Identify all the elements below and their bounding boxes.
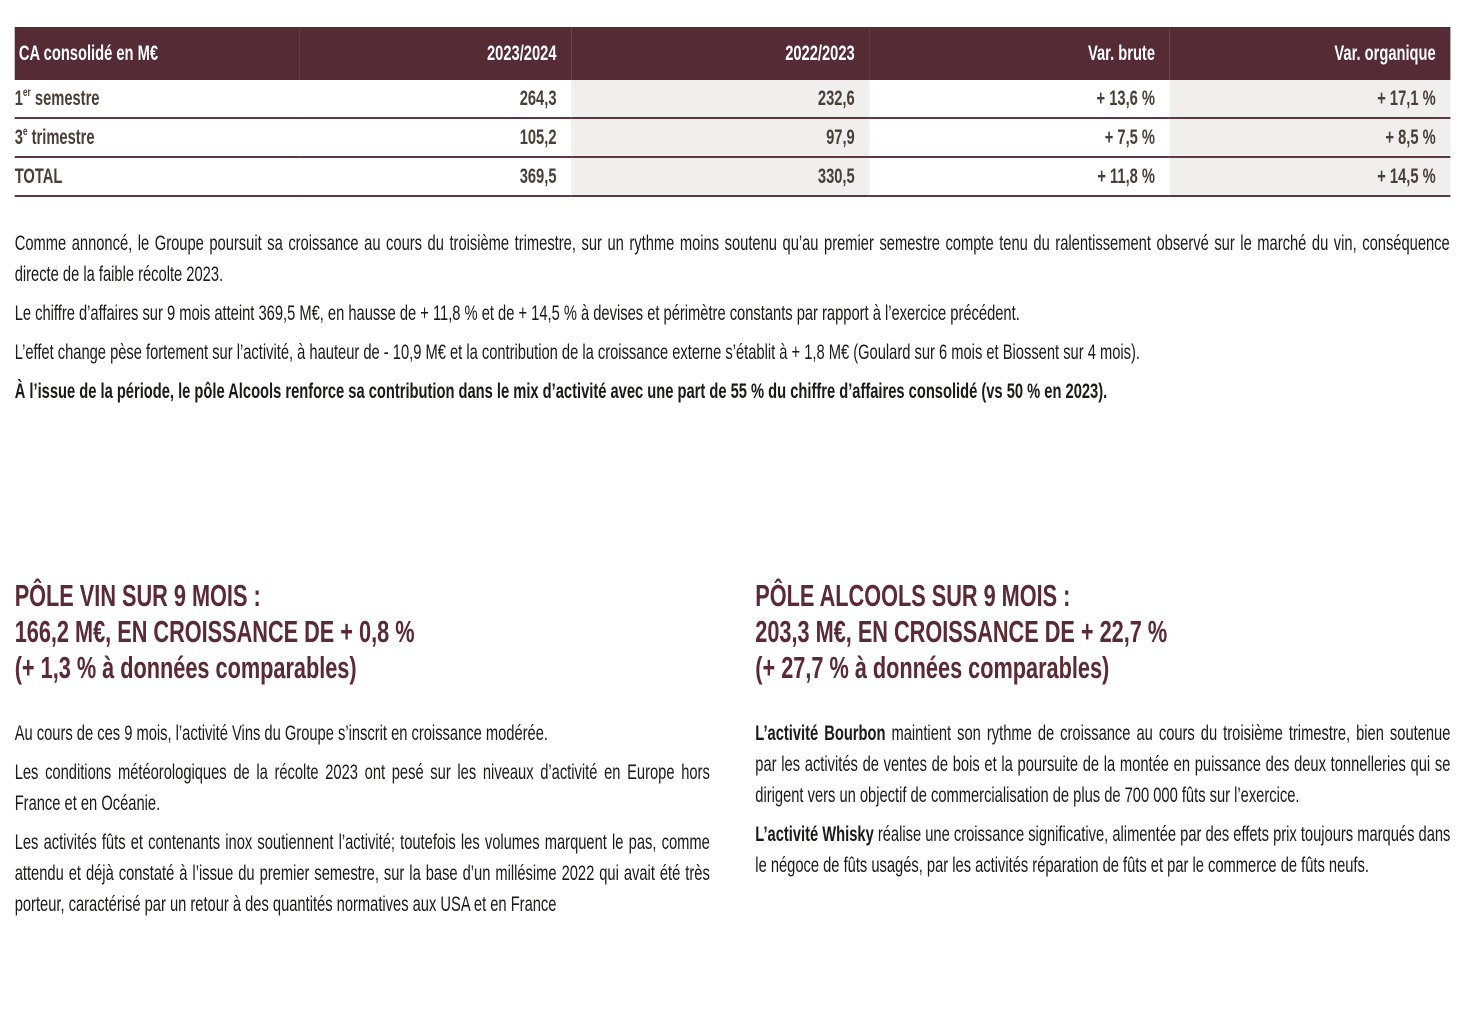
label-text: 3 bbox=[14, 125, 23, 149]
paragraph: L’effet change pèse fortement sur l’activité, à hauteur de - 10,9 M€ et la contribution de la croissance externe s’établit à + 1,8 M€ (Goulard sur 6 mois et Biossent sur 4 mois). bbox=[14, 341, 1140, 364]
table-row-total bbox=[15, 157, 1451, 196]
cell: 105,2 bbox=[300, 118, 572, 157]
heading-line: (+ 1,3 % à données comparables) bbox=[14, 650, 357, 685]
wine-section bbox=[15, 578, 710, 928]
row-label bbox=[15, 80, 300, 118]
cell: + 14,5 % bbox=[1170, 157, 1451, 196]
paragraph: Les activités fûts et contenants inox soutiennent l’activité; toutefois les volumes marquent le pas, comme attendu et déjà constaté à l’issue du premier semestre, sur la base d’un millésime 2022 qui avait été très porteur, caractérisé par un retour à des quantités normatives aux USA et en France bbox=[14, 831, 710, 916]
cell: 264,3 bbox=[300, 80, 572, 118]
paragraph-bold: À l’issue de la période, le pôle Alcools renforce sa contribution dans le mix d’activité avec une part de 55 % du chiffre d’affaires consolidé (vs 50 % en 2023). bbox=[14, 380, 1108, 403]
cell: 369,5 bbox=[300, 157, 572, 196]
paragraph bbox=[755, 718, 1450, 811]
column-header: CA consolidé en M€ bbox=[15, 27, 300, 80]
label-text: 1 bbox=[14, 86, 23, 110]
table-row bbox=[15, 80, 1451, 118]
label-text: trimestre bbox=[27, 125, 95, 149]
bold-lead: L’activité Whisky bbox=[755, 823, 874, 846]
cell: 97,9 bbox=[571, 118, 869, 157]
bold-lead: L’activité Bourbon bbox=[755, 722, 886, 745]
paragraph: Au cours de ces 9 mois, l’activité Vins du Groupe s’inscrit en croissance modérée. bbox=[14, 722, 548, 745]
table-row bbox=[15, 118, 1451, 157]
label-text: TOTAL bbox=[14, 164, 63, 188]
label-text: semestre bbox=[30, 86, 100, 110]
intro-text bbox=[15, 228, 1450, 415]
label-sup: e bbox=[22, 123, 28, 138]
section-heading bbox=[15, 578, 710, 686]
cell: + 11,8 % bbox=[869, 157, 1169, 196]
paragraph bbox=[755, 819, 1450, 881]
row-label bbox=[15, 118, 300, 157]
paragraph-text: réalise une croissance significative, alimentée par des effets prix toujours marqués dans le négoce de fûts usagés, par les activités réparation de fûts et par le commerce de fûts neufs. bbox=[755, 823, 1451, 877]
paragraph: Comme annoncé, le Groupe poursuit sa croissance au cours du troisième trimestre, sur un rythme moins soutenu qu’au premier semestre compte tenu du ralentissement observé sur le marché du vin, conséquence directe de la faible récolte 2023. bbox=[14, 232, 1450, 286]
paragraph: Les conditions météorologiques de la récolte 2023 ont pesé sur les niveaux d’activité en Europe hors France et en Océanie. bbox=[14, 761, 710, 815]
heading-line: 203,3 M€, EN CROISSANCE DE + 22,7 % bbox=[755, 614, 1168, 649]
label-sup: er bbox=[22, 84, 31, 99]
heading-line: PÔLE VIN SUR 9 MOIS : bbox=[14, 578, 261, 613]
cell: + 17,1 % bbox=[1170, 80, 1451, 118]
cell: + 7,5 % bbox=[869, 118, 1169, 157]
paragraph: Le chiffre d’affaires sur 9 mois atteint 369,5 M€, en hausse de + 11,8 % et de + 14,5 % à devises et périmètre constants par rapport à l’exercice précédent. bbox=[14, 302, 1020, 325]
heading-line: 166,2 M€, EN CROISSANCE DE + 0,8 % bbox=[14, 614, 415, 649]
column-header: 2022/2023 bbox=[571, 27, 869, 80]
cell: + 13,6 % bbox=[869, 80, 1169, 118]
column-header: 2023/2024 bbox=[300, 27, 572, 80]
table-header-row bbox=[15, 27, 1451, 80]
column-header: Var. brute bbox=[869, 27, 1169, 80]
spirits-section bbox=[755, 578, 1450, 889]
revenue-table bbox=[15, 27, 1451, 197]
cell: 232,6 bbox=[571, 80, 869, 118]
cell: 330,5 bbox=[571, 157, 869, 196]
column-header: Var. organique bbox=[1170, 27, 1451, 80]
cell: + 8,5 % bbox=[1170, 118, 1451, 157]
section-heading bbox=[755, 578, 1450, 686]
row-label bbox=[15, 157, 300, 196]
paragraph-text: maintient son rythme de croissance au cours du troisième trimestre, bien soutenue par les activités de ventes de bois et la poursuite de la montée en puissance des deux tonnelleries qui se dirigent vers un objectif de commercialisation de plus de 700 000 fûts sur l’exercice. bbox=[755, 722, 1451, 807]
heading-line: PÔLE ALCOOLS SUR 9 MOIS : bbox=[755, 578, 1071, 613]
heading-line: (+ 27,7 % à données comparables) bbox=[755, 650, 1110, 685]
